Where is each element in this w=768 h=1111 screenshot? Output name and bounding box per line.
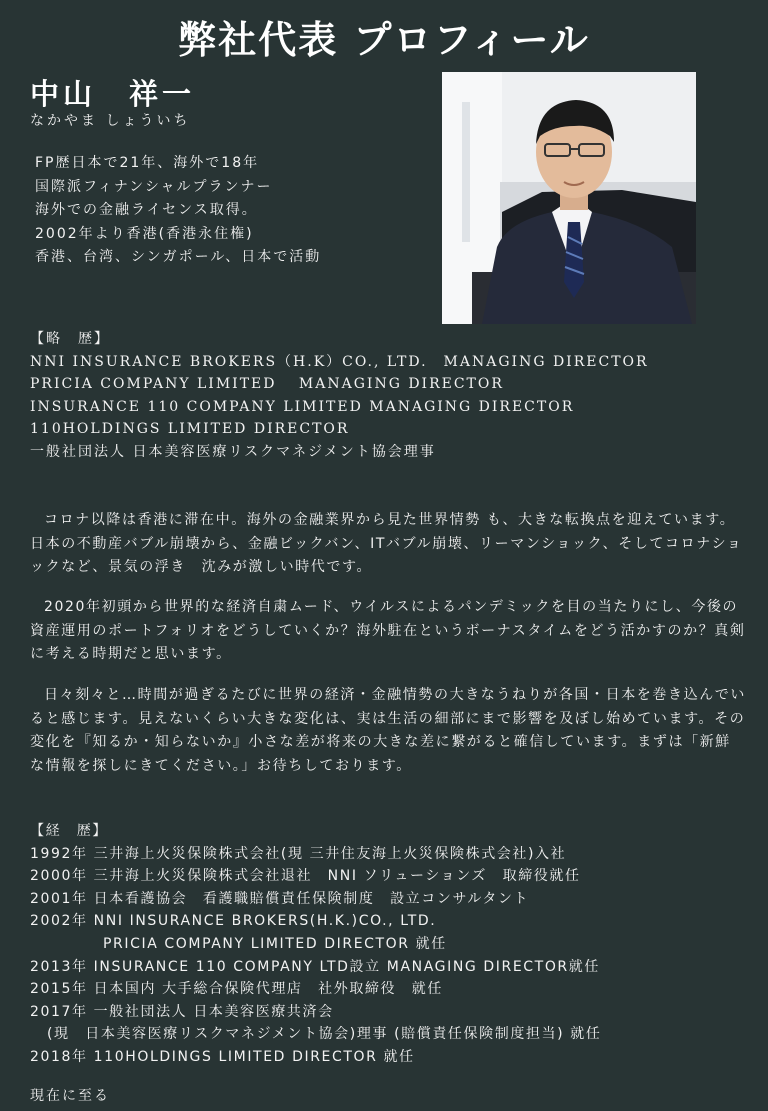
intro-line: FP歴日本で21年、海外で18年 — [35, 155, 260, 171]
intro-line: 香港、台湾、シンガポール、日本で活動 — [35, 249, 322, 265]
message-paragraph: 2020年初頭から世界的な経済自粛ムード、ウイルスによるパンデミックを目の当たりにし、今後の資産運用のポートフォリオをどうしていくか？海外駐在というボーナスタイムをどう活かすのか？真剣に考える時期だと思います。 — [30, 599, 746, 662]
career-section — [30, 820, 601, 1069]
brief-history-line: NNI INSURANCE BROKERS（H.K）CO., LTD. MANAGING DIRECTOR — [30, 353, 649, 370]
message-paragraph: 日々刻々と…時間が過ぎるたびに世界の経済・金融情勢の大きなうねりが各国・日本を巻き込んでいると感じます。見えないくらい大きな変化は、実は生活の細部にまで影響を及ぼし始めています。その変化を『知るか・知らないか』小さな差が将来の大きな差に繋がると確信しています。まずは「新鮮な情報を探しにきてください。」お待ちしております。 — [30, 687, 746, 774]
career-line: 2000年 三井海上火災保険株式会社退社 NNI ソリューションズ 取締役就任 — [30, 868, 581, 885]
representative-name-kana: なかやま しょういち — [30, 113, 191, 129]
portrait-illustration — [442, 72, 696, 324]
career-heading: 【経 歴】 — [30, 823, 108, 839]
career-line: 1992年 三井海上火災保険株式会社(現 三井住友海上火災保険株式会社)入社 — [30, 845, 567, 862]
page-title: 弊社代表 プロフィール — [178, 18, 590, 62]
present-note: 現在に至る — [30, 1088, 110, 1104]
brief-history-heading: 【略 歴】 — [30, 331, 110, 347]
brief-history-line: PRICIA COMPANY LIMITED MANAGING DIRECTOR — [30, 376, 504, 392]
career-line: 2001年 日本看護協会 看護職賠償責任保険制度 設立コンサルタント — [30, 890, 530, 907]
intro-summary — [35, 152, 321, 270]
career-line: 2013年 INSURANCE 110 COMPANY LTD設立 MANAGING DIRECTOR就任 — [30, 958, 600, 975]
brief-history-line: 一般社団法人 日本美容医療リスクマネジメント協会理事 — [30, 443, 436, 460]
career-line: 2017年 一般社団法人 日本美容医療共済会 — [30, 1003, 334, 1020]
brief-history-section — [30, 328, 649, 463]
intro-line: 国際派フィナンシャルプランナー — [35, 178, 273, 195]
career-line: PRICIA COMPANY LIMITED DIRECTOR 就任 — [103, 935, 447, 952]
career-line: 2002年 NNI INSURANCE BROKERS(H.K.)CO., LTD. — [30, 913, 437, 930]
intro-line: 2002年より香港(香港永住権) — [35, 225, 254, 242]
career-line: 2018年 110HOLDINGS LIMITED DIRECTOR 就任 — [30, 1048, 415, 1065]
career-line: 2015年 日本国内 大手総合保険代理店 社外取締役 就任 — [30, 981, 443, 998]
intro-line: 海外での金融ライセンス取得。 — [35, 202, 258, 218]
brief-history-line: INSURANCE 110 COMPANY LIMITED MANAGING DIRECTOR — [30, 398, 575, 415]
representative-name: 中山 祥一 — [30, 77, 196, 111]
message-paragraph: コロナ以降は香港に滞在中。海外の金融業界から見た世界情勢 も、大きな転換点を迎えています。日本の不動産バブル崩壊から、金融ビックバン、ITバブル崩壊、リーマンショック、そしてコロナショックなど、景気の浮き 沈みが激しい時代です。 — [30, 512, 743, 575]
portrait-photo — [442, 72, 696, 324]
brief-history-line: 110HOLDINGS LIMITED DIRECTOR — [30, 421, 350, 437]
career-line: (現 日本美容医療リスクマネジメント協会)理事 (賠償責任保険制度担当) 就任 — [47, 1026, 602, 1043]
